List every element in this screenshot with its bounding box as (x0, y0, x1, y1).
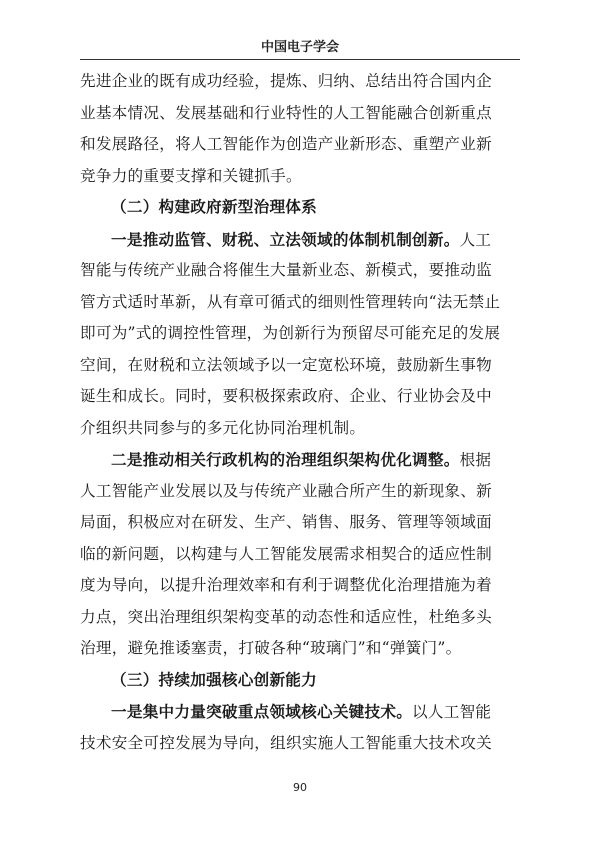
body-line: 局面，积极应对在研发、生产、销售、服务、管理等领域面 (80, 513, 492, 531)
running-header: 中国电子学会 (260, 40, 339, 55)
body-line: 即可为”式的调控性管理，为创新行为预留尽可能充足的发展 (80, 324, 501, 342)
body-line: 管方式适时革新，从有章可循式的细则性管理转向“法无禁止 (80, 292, 501, 311)
lead-sentence: 二是推动相关行政机构的治理组织架构优化调整。 (111, 450, 460, 469)
body-line: 治理，避免推诿塞责，打破各种“玻璃门”和“弹簧门”。 (80, 639, 462, 657)
lead-sentence: 一是推动监管、财税、立法领域的体制机制创新。 (111, 229, 460, 249)
lead-tail: 人工 (459, 230, 492, 249)
body-line: 业基本情况、发展基础和行业特性的人工智能融合创新重点 (80, 103, 492, 122)
document-body (80, 66, 520, 759)
body-line: 智能与传统产业融合将催生大量新业态、新模式，要推动监 (80, 261, 492, 279)
body-line: 临的新问题，以构建与人工智能发展需求相契合的适应性制 (80, 544, 492, 563)
body-line: 先进企业的既有成功经验，提炼、归纳、总结出符合国内企 (80, 72, 492, 90)
body-line: 空间，在财税和立法领域予以一定宽松环境，鼓励新生事物 (80, 355, 492, 374)
lead-tail: 根据 (459, 451, 492, 469)
lead-sentence: 一是集中力量突破重点领域核心关键技术。 (111, 702, 413, 721)
paragraph-lead-line (80, 696, 520, 728)
body-line: 竞争力的重要支撑和关键抓手。 (80, 166, 302, 185)
body-line: 和发展路径，将人工智能作为创造产业新形态、重塑产业新 (80, 135, 492, 153)
paragraph-lead-line (80, 224, 520, 256)
paragraph-lead-line (80, 444, 520, 476)
section-heading: （二）构建政府新型治理体系 (111, 198, 317, 216)
section-heading: （三）持续加强核心创新能力 (111, 670, 317, 689)
body-line: 介组织共同参与的多元化协同治理机制。 (80, 418, 366, 437)
lead-tail: 以人工智能 (412, 703, 492, 721)
header-rule (80, 59, 520, 60)
body-line: 度为导向，以提升治理效率和有利于调整优化治理措施为着 (80, 576, 492, 594)
body-line: 诞生和成长。同时，要积极探索政府、企业、行业协会及中 (80, 387, 492, 405)
body-line: 人工智能产业发展以及与传统产业融合所产生的新现象、新 (80, 481, 492, 500)
body-line: 技术安全可控发展为导向，组织实施人工智能重大技术攻关 (80, 733, 492, 752)
page-number: 90 (293, 781, 307, 794)
body-line: 力点，突出治理组织架构变革的动态性和适应性，杜绝多头 (80, 607, 492, 626)
